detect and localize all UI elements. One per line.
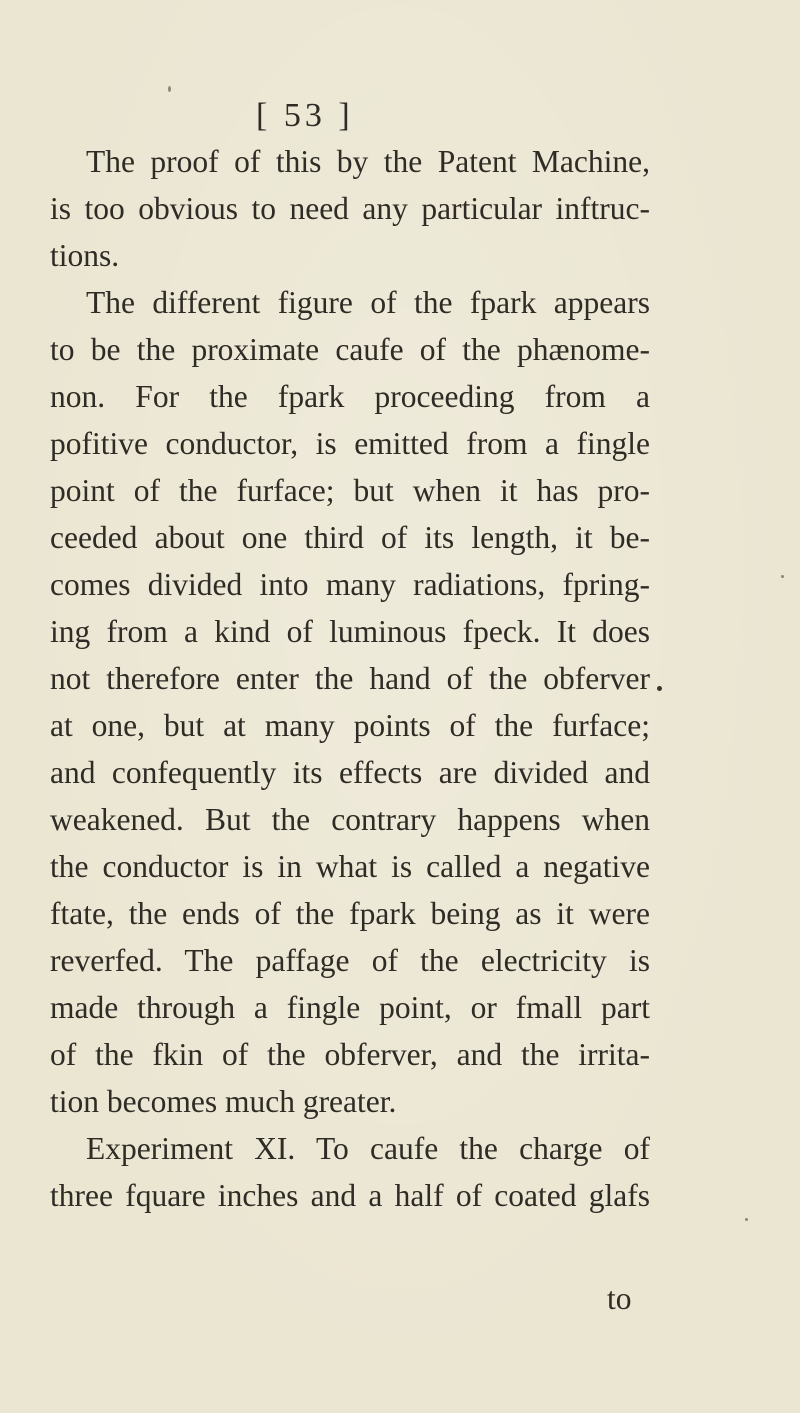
text-line: three fquare inches and a half of coated glafs — [50, 1178, 650, 1213]
text-line: is too obvious to need any particular inftruc- — [50, 191, 650, 226]
text-line: point of the furface; but when it has pro- — [50, 473, 650, 508]
text-line: and confequently its effects are divided and — [50, 755, 650, 790]
catchword: to — [607, 1281, 632, 1316]
paper-speck — [657, 686, 662, 691]
text-line: tion becomes much greater. — [50, 1084, 397, 1119]
text-line: The proof of this by the Patent Machine, — [86, 144, 650, 179]
text-line: reverfed. The paffage of the electricity is — [50, 943, 650, 978]
paper-speck — [781, 575, 784, 578]
text-line: comes divided into many radiations, fpring- — [50, 567, 650, 602]
text-line: weakened. But the contrary happens when — [50, 802, 650, 837]
text-line: at one, but at many points of the furface; — [50, 708, 650, 743]
text-line: ftate, the ends of the fpark being as it were — [50, 896, 650, 931]
paper-speck — [168, 86, 171, 92]
text-line: to be the proximate caufe of the phænome- — [50, 332, 650, 367]
text-line: ceeded about one third of its length, it be- — [50, 520, 650, 555]
text-line: made through a fingle point, or fmall part — [50, 990, 650, 1025]
page-number: [ 53 ] — [256, 97, 354, 134]
text-line: pofitive conductor, is emitted from a fingle — [50, 426, 650, 461]
text-line: the conductor is in what is called a negative — [50, 849, 650, 884]
text-line: ing from a kind of luminous fpeck. It does — [50, 614, 650, 649]
text-line: not therefore enter the hand of the obferver — [50, 661, 650, 696]
text-line: tions. — [50, 238, 120, 273]
body-text — [50, 138, 650, 1219]
text-line: Experiment XI. To caufe the charge of — [86, 1131, 650, 1166]
text-line: non. For the fpark proceeding from a — [50, 379, 650, 414]
text-line: of the fkin of the obferver, and the irrita- — [50, 1037, 650, 1072]
text-line: The different figure of the fpark appears — [86, 285, 650, 320]
paper-speck — [745, 1218, 748, 1221]
